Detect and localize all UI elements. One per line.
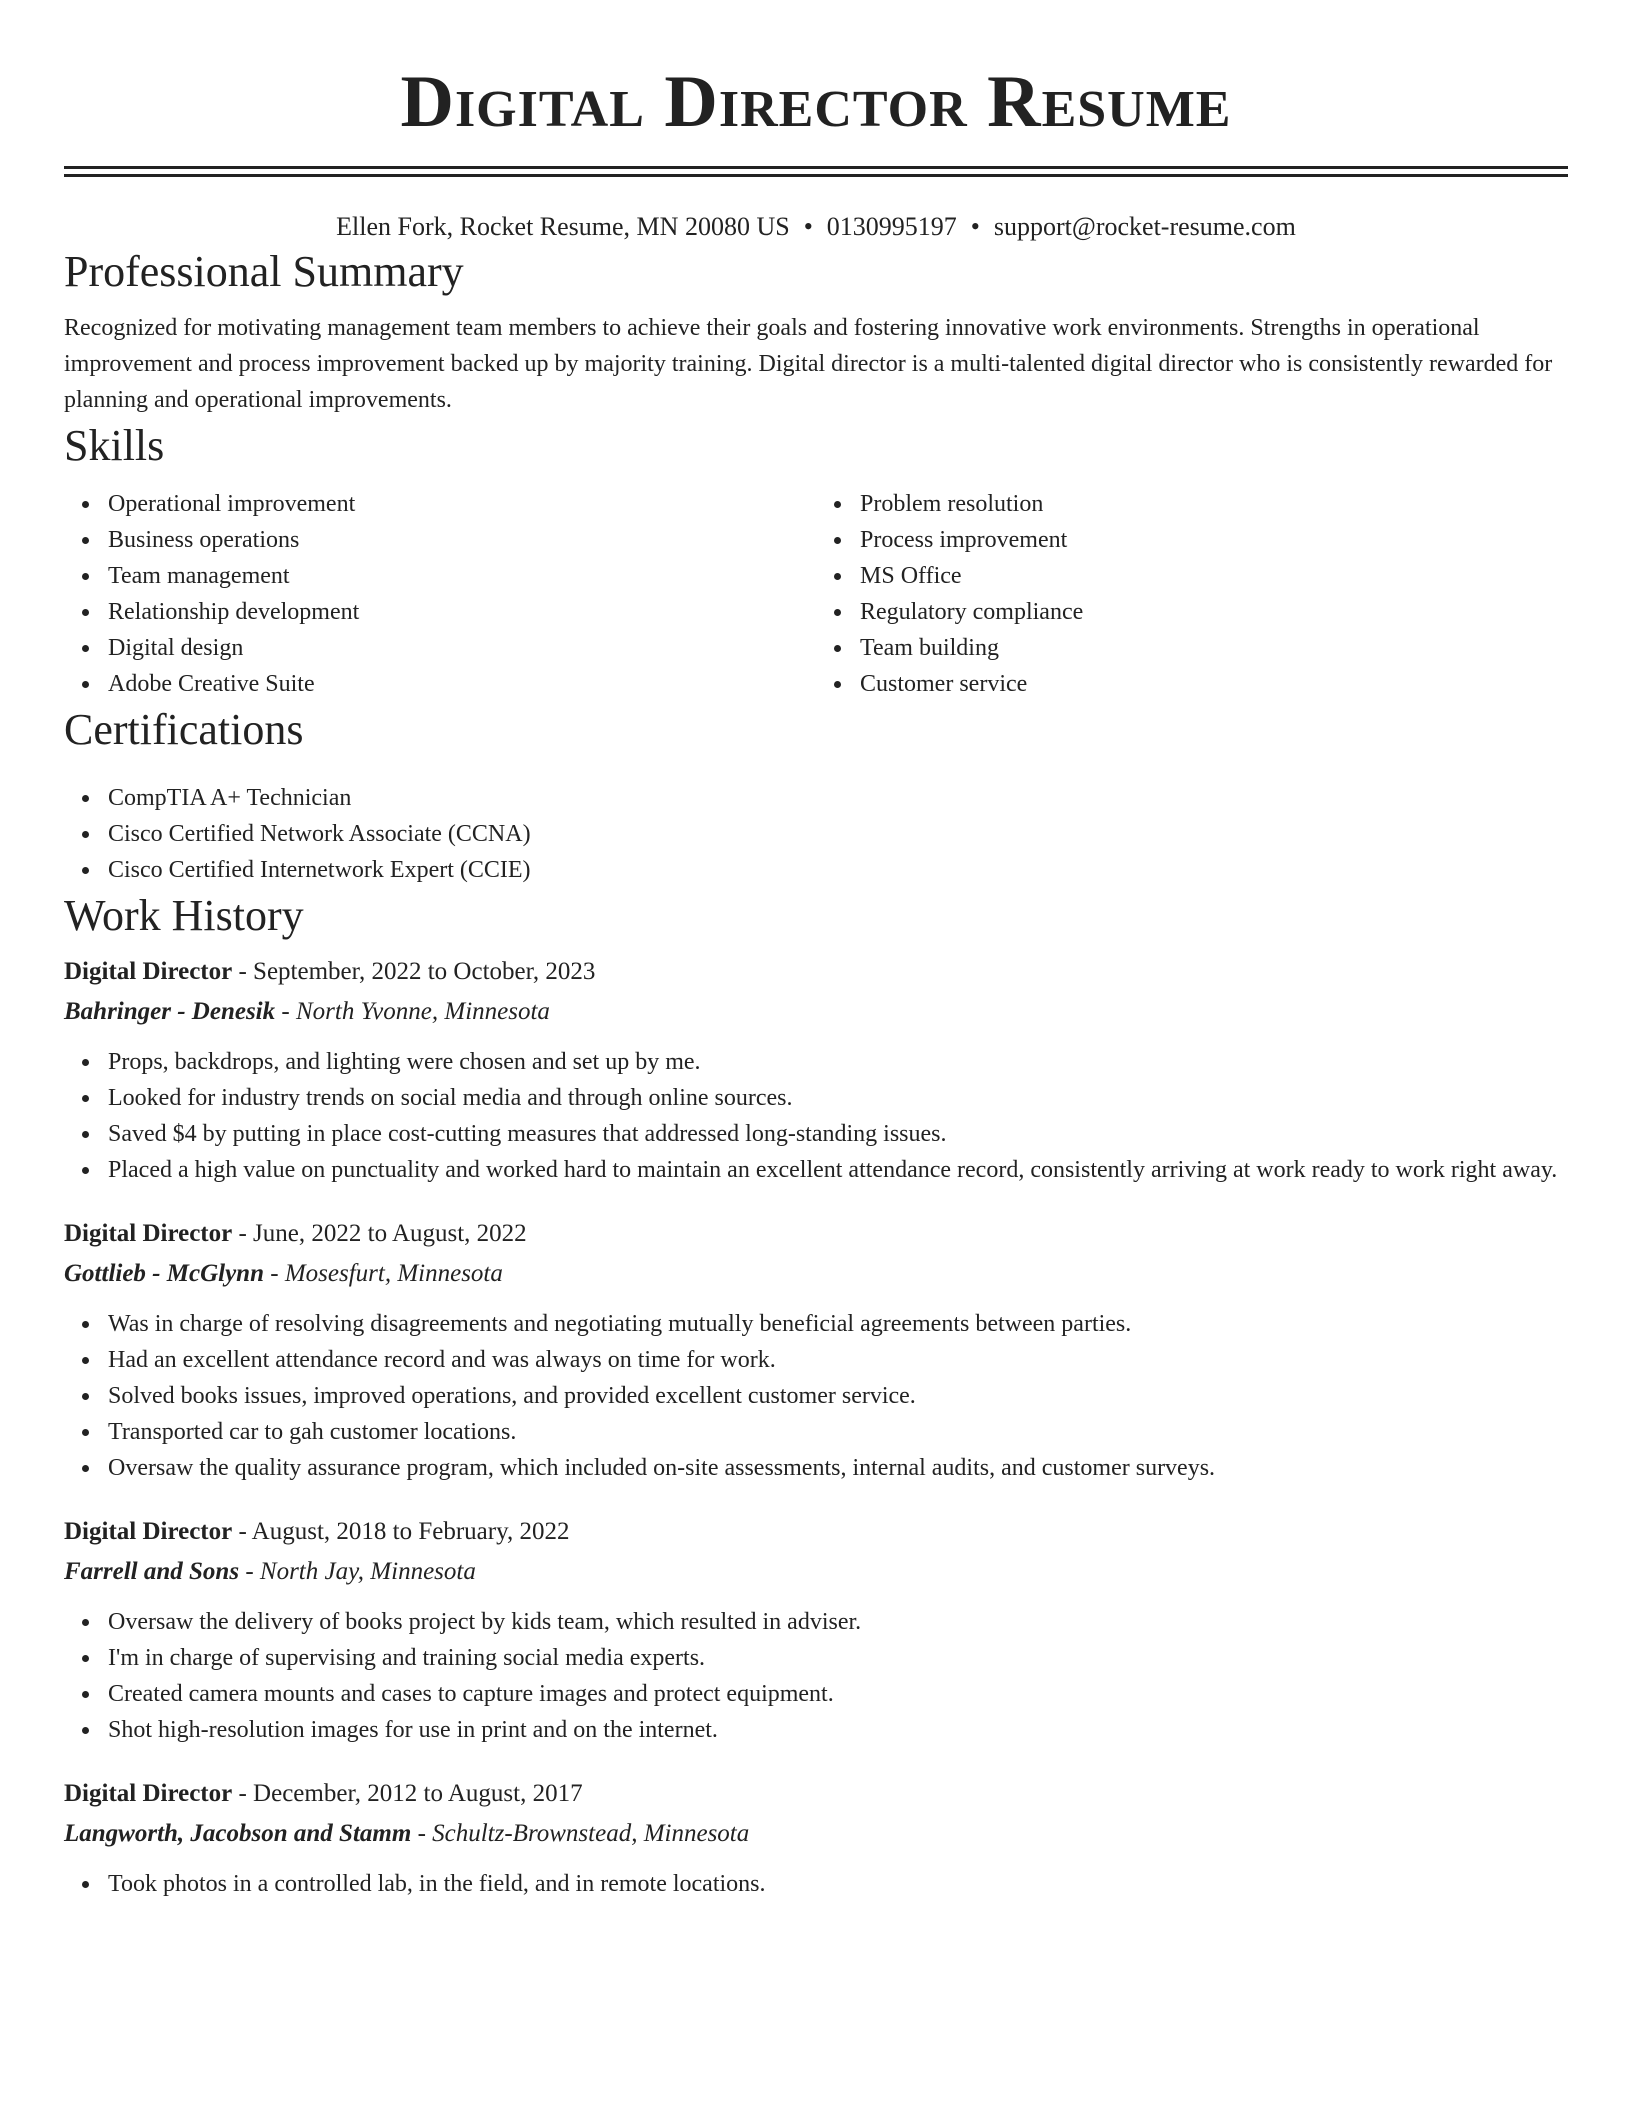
job-role: Digital Director bbox=[64, 1780, 233, 1807]
job-bullets bbox=[64, 1044, 1568, 1188]
skill-item: Relationship development bbox=[108, 594, 816, 630]
skill-item: MS Office bbox=[860, 558, 1568, 594]
skill-item: Regulatory compliance bbox=[860, 594, 1568, 630]
page-title: Digital Director Resume bbox=[400, 61, 1232, 143]
job-role: Digital Director bbox=[64, 1220, 233, 1247]
certifications-list bbox=[64, 780, 1568, 888]
skill-item: Digital design bbox=[108, 630, 816, 666]
job-bullet: Transported car to gah customer locations. bbox=[108, 1414, 1568, 1450]
job-bullet: Shot high-resolution images for use in print and on the internet. bbox=[108, 1712, 1568, 1748]
job-company: Gottlieb - McGlynn bbox=[64, 1260, 264, 1287]
job-bullet: Props, backdrops, and lighting were chosen and set up by me. bbox=[108, 1044, 1568, 1080]
contact-separator: • bbox=[970, 212, 980, 241]
job-role: Digital Director bbox=[64, 958, 233, 985]
job-location: - North Yvonne, Minnesota bbox=[275, 998, 550, 1025]
job-entry bbox=[64, 1214, 1568, 1486]
certifications-heading: Certifications bbox=[64, 705, 304, 754]
skills-list-right bbox=[816, 486, 1568, 702]
job-dates: - December, 2012 to August, 2017 bbox=[232, 1780, 583, 1807]
skill-item: Operational improvement bbox=[108, 486, 816, 522]
job-bullets bbox=[64, 1866, 1568, 1902]
job-bullet: Solved books issues, improved operations, and provided excellent customer service. bbox=[108, 1378, 1568, 1414]
job-dates: - August, 2018 to February, 2022 bbox=[232, 1518, 570, 1545]
title-divider bbox=[64, 166, 1568, 177]
job-location: - Schultz-Brownstead, Minnesota bbox=[411, 1820, 750, 1847]
job-company-line bbox=[64, 992, 1568, 1032]
work-history-heading: Work History bbox=[64, 891, 304, 940]
skill-item: Team management bbox=[108, 558, 816, 594]
job-bullet: Had an excellent attendance record and was always on time for work. bbox=[108, 1342, 1568, 1378]
job-title-line bbox=[64, 1214, 1568, 1254]
job-role: Digital Director bbox=[64, 1518, 233, 1545]
job-company-line bbox=[64, 1552, 1568, 1592]
job-bullet: Created camera mounts and cases to capture images and protect equipment. bbox=[108, 1676, 1568, 1712]
job-entry bbox=[64, 1512, 1568, 1748]
job-bullet: Took photos in a controlled lab, in the field, and in remote locations. bbox=[108, 1866, 1568, 1902]
job-bullet: I'm in charge of supervising and training social media experts. bbox=[108, 1640, 1568, 1676]
skill-item: Team building bbox=[860, 630, 1568, 666]
skill-item: Problem resolution bbox=[860, 486, 1568, 522]
job-company: Langworth, Jacobson and Stamm bbox=[64, 1820, 412, 1847]
job-title-line bbox=[64, 1774, 1568, 1814]
skill-item: Adobe Creative Suite bbox=[108, 666, 816, 702]
skill-item: Customer service bbox=[860, 666, 1568, 702]
job-bullet: Oversaw the quality assurance program, which included on-site assessments, internal audits, and customer surveys. bbox=[108, 1450, 1568, 1486]
skill-item: Business operations bbox=[108, 522, 816, 558]
job-bullet: Looked for industry trends on social media and through online sources. bbox=[108, 1080, 1568, 1116]
certification-item: Cisco Certified Internetwork Expert (CCIE) bbox=[108, 852, 1568, 888]
job-bullet: Oversaw the delivery of books project by kids team, which resulted in adviser. bbox=[108, 1604, 1568, 1640]
job-company: Farrell and Sons bbox=[64, 1558, 240, 1585]
job-bullets bbox=[64, 1604, 1568, 1748]
job-dates: - September, 2022 to October, 2023 bbox=[232, 958, 596, 985]
job-title-line bbox=[64, 1512, 1568, 1552]
job-company: Bahringer - Denesik bbox=[64, 998, 276, 1025]
skills-heading: Skills bbox=[64, 421, 165, 470]
job-bullet: Was in charge of resolving disagreements and negotiating mutually beneficial agreements between parties. bbox=[108, 1306, 1568, 1342]
skills-columns bbox=[64, 486, 1568, 702]
job-company-line bbox=[64, 1254, 1568, 1294]
summary-heading: Professional Summary bbox=[64, 247, 464, 296]
job-bullets bbox=[64, 1306, 1568, 1486]
job-entry bbox=[64, 952, 1568, 1188]
job-location: - North Jay, Minnesota bbox=[239, 1558, 476, 1585]
contact-separator: • bbox=[803, 212, 813, 241]
job-dates: - June, 2022 to August, 2022 bbox=[232, 1220, 527, 1247]
certification-item: CompTIA A+ Technician bbox=[108, 780, 1568, 816]
job-bullet: Placed a high value on punctuality and worked hard to maintain an excellent attendance record, consistently arriving at work ready to work right away. bbox=[108, 1152, 1568, 1188]
skill-item: Process improvement bbox=[860, 522, 1568, 558]
skills-list-left bbox=[64, 486, 816, 702]
job-location: - Mosesfurt, Minnesota bbox=[264, 1260, 503, 1287]
job-company-line bbox=[64, 1814, 1568, 1854]
contact-line bbox=[64, 210, 1568, 244]
job-entry bbox=[64, 1774, 1568, 1902]
contact-address: Ellen Fork, Rocket Resume, MN 20080 US bbox=[336, 212, 790, 241]
summary-text: Recognized for motivating management team members to achieve their goals and fostering innovative work environments. Strengths in operational improvement and process improvement backed up by majority training. Digital director is a multi-talented digital director who is consistently rewarded for planning and operational improvements. bbox=[64, 315, 1553, 413]
job-title-line bbox=[64, 952, 1568, 992]
job-bullet: Saved $4 by putting in place cost-cutting measures that addressed long-standing issues. bbox=[108, 1116, 1568, 1152]
certification-item: Cisco Certified Network Associate (CCNA) bbox=[108, 816, 1568, 852]
contact-email: support@rocket-resume.com bbox=[993, 212, 1296, 241]
contact-phone: 0130995197 bbox=[826, 212, 957, 241]
